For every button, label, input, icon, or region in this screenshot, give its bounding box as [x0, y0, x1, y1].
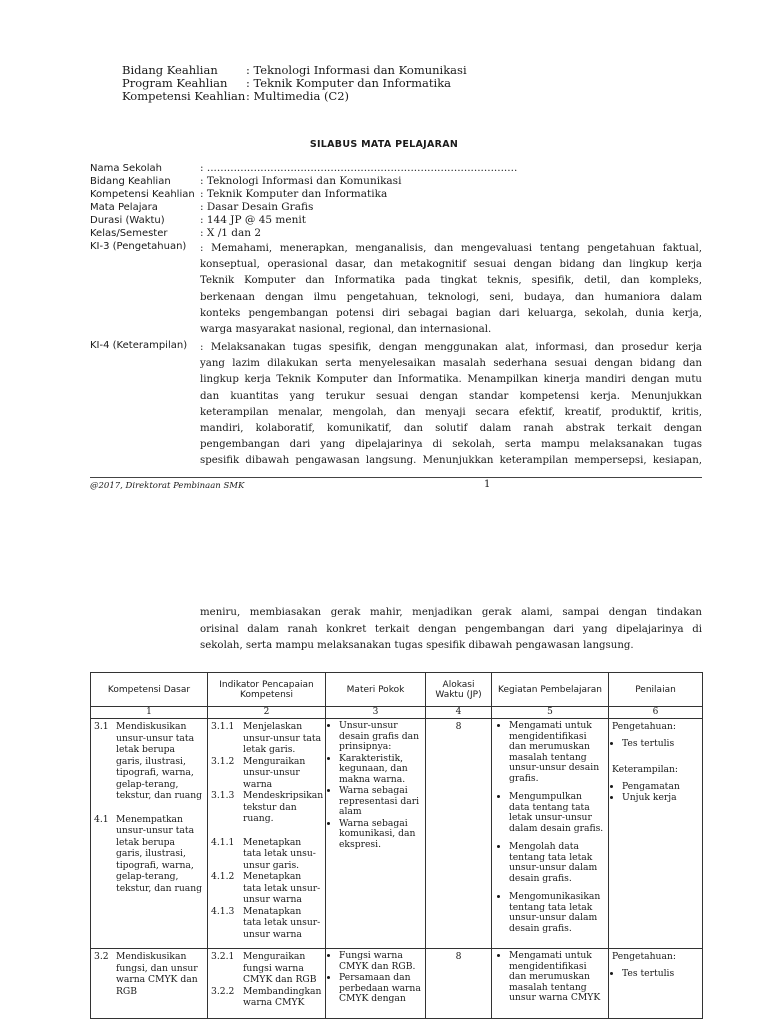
- indicator-item: [211, 756, 322, 791]
- header-value: : Teknik Komputer dan Informatika: [246, 76, 452, 90]
- ki3-line: : Memahami, menerapkan, menganalisis, dan mengevaluasi tentang pengetahuan faktual,: [200, 243, 702, 254]
- header-value: : Teknologi Informasi dan Komunikasi: [246, 63, 467, 77]
- school-info: [90, 162, 702, 240]
- indicator-number: 4.1.3: [211, 905, 235, 917]
- indicator-number: 3.1.2: [211, 755, 235, 767]
- indicator-text: Menguraikan unsur-unsur warna: [243, 755, 306, 790]
- materi-item: • Persamaan dan perbedaan warna CMYK dengan: [339, 973, 422, 1005]
- page-number: 1: [484, 479, 491, 490]
- indicator-text: Mendeskripsikan tekstur dan ruang.: [243, 790, 324, 824]
- materi-item: • Unsur-unsur desain grafis dan prinsipnya:: [339, 721, 422, 753]
- info-row: [90, 227, 702, 240]
- column-number: 1: [91, 707, 208, 719]
- kegiatan-item: • Mengumpulkan data tentang tata letak unsur-unsur dalam desain grafis.: [509, 792, 605, 834]
- info-label: Nama Sekolah: [90, 163, 162, 174]
- kd-text: Menempatkan unsur-unsur tata letak berupa garis, ilustrasi, tipografi, warna, gelap-terang, tekstur, dan ruang: [116, 813, 203, 894]
- info-label: Bidang Keahlian: [90, 176, 171, 187]
- continuation-line: orisinal dalam ranah konkret terkait dengan pengembangan dari yang dipelajarinya di: [200, 623, 702, 635]
- indicator-item: [211, 986, 322, 1009]
- info-row: [90, 188, 702, 201]
- table-row: [91, 949, 703, 1019]
- syllabus-table: [90, 672, 703, 1019]
- ki3-label: KI-3 (Pengetahuan): [90, 241, 187, 252]
- penilaian-item: • Pengamatan: [622, 782, 699, 793]
- ki4-line: mandiri, kolaboratif, komunikatif, dan solutif dalam ranah abstrak terkait dengan: [200, 423, 702, 435]
- alokasi-cell: 8: [426, 719, 492, 949]
- info-value: : Dasar Desain Grafis: [200, 201, 314, 213]
- info-value: : 144 JP @ 45 menit: [200, 214, 306, 226]
- kd-number: 4.1: [94, 813, 109, 825]
- indicator-number: 3.1.3: [211, 790, 235, 801]
- kegiatan-cell: [492, 719, 609, 949]
- ki3-line: konteks pengembangan potensi diri sebagai bagian dari keluarga, sekolah, dunia kerja,: [200, 307, 702, 319]
- indicator-number: 3.2.1: [211, 951, 235, 962]
- kd-number: 3.2: [94, 951, 109, 962]
- info-row: [90, 162, 702, 175]
- column-header: Alokasi Waktu (JP): [426, 673, 492, 707]
- kd-cell: [91, 949, 208, 1019]
- indicator-item: [211, 871, 322, 906]
- header-row: [122, 90, 467, 103]
- ki3-line: konseptual, operasional dasar, dan metakognitif sesuai dengan bidang dan lingkup kerja: [200, 259, 702, 271]
- ki4-line: yang lazim dilakukan serta menyelesaikan masalah sederhana sesuai dengan bidang dan: [200, 358, 702, 370]
- materi-item: • Warna sebagai komunikasi, dan ekspresi.: [339, 819, 422, 851]
- document-title: SILABUS MATA PELAJARAN: [309, 139, 459, 150]
- penilaian-list: [612, 782, 699, 804]
- column-number-row: [91, 707, 703, 719]
- kegiatan-list: [495, 951, 605, 1004]
- info-value: : X /1 dan 2: [200, 227, 262, 239]
- indicator-number: 3.1.1: [211, 721, 235, 732]
- info-value: : .............................................................................................: [200, 162, 518, 174]
- kegiatan-item: • Mengomunikasikan tentang tata letak unsur-unsur dalam desain grafis.: [509, 892, 605, 934]
- kegiatan-item: • Mengamati untuk mengidentifikasi dan merumuskan masalah tentang unsur warna CMYK: [509, 951, 605, 1004]
- ki4-line: lingkup kerja Teknik Komputer dan Informatika. Menampilkan kinerja mandiri dengan mutu: [200, 374, 702, 386]
- ki4-text: [200, 340, 702, 470]
- indicator-text: Menatapkan tata letak unsur-unsur warna: [243, 905, 321, 940]
- indikator-cell: [208, 719, 326, 949]
- column-number: 4: [426, 707, 492, 719]
- indicator-text: Membandingkan warna CMYK: [243, 985, 322, 1008]
- penilaian-heading: Pengetahuan:: [612, 951, 676, 962]
- info-row: [90, 201, 702, 214]
- header-value: : Multimedia (C2): [246, 89, 350, 103]
- column-number: 2: [208, 707, 326, 719]
- column-header: Kompetensi Dasar: [91, 673, 208, 707]
- penilaian-item: • Tes tertulis: [622, 739, 699, 750]
- header-label: Program Keahlian: [122, 76, 228, 90]
- penilaian-item: • Unjuk kerja: [622, 793, 699, 804]
- table-row: [91, 719, 703, 949]
- footer-text: @2017, Direktorat Pembinaan SMK: [90, 481, 245, 491]
- ki3-line: Teknik Komputer dan Informatika pada tingkat teknis, spesifik, detil, dan kompleks,: [200, 275, 702, 287]
- penilaian-heading: Pengetahuan:: [612, 721, 676, 732]
- ki4-line: keterampilan menalar, mengolah, dan menyaji secara efektif, kreatif, produktif, kritis,: [200, 406, 702, 418]
- penilaian-list: [612, 739, 699, 750]
- indicator-number: 4.1.1: [211, 836, 235, 848]
- info-value: : Teknologi Informasi dan Komunikasi: [200, 175, 402, 187]
- penilaian-cell: [609, 719, 703, 949]
- indikator-cell: [208, 949, 326, 1019]
- materi-cell: [326, 719, 426, 949]
- doc-header: [122, 64, 467, 103]
- info-value: : Teknik Komputer dan Informatika: [200, 188, 388, 200]
- info-row: [90, 175, 702, 188]
- info-label: Mata Pelajara: [90, 202, 158, 213]
- ki3-text: [200, 241, 702, 338]
- kegiatan-cell: [492, 949, 609, 1019]
- kegiatan-item: • Mengolah data tentang tata letak unsur-unsur dalam desain grafis.: [509, 842, 605, 884]
- info-row: [90, 214, 702, 227]
- indicator-text: Menetapkan tata letak unsu-unsur garis.: [243, 836, 316, 871]
- info-label: Kelas/Semester: [90, 228, 168, 239]
- indicator-number: 3.2.2: [211, 985, 235, 997]
- column-header: Kegiatan Pembelajaran: [492, 673, 609, 707]
- header-label: Bidang Keahlian: [122, 63, 218, 77]
- indicator-item: [211, 906, 322, 941]
- kegiatan-list: [495, 721, 605, 934]
- ki4-line: spesifik dibawah pengawasan langsung. Menunjukkan keterampilan mempersepsi, kesiapan,: [200, 455, 702, 467]
- ki4-line: : Melaksanakan tugas spesifik, dengan menggunakan alat, informasi, dan prosedur kerja: [200, 342, 702, 353]
- alokasi-cell: 8: [426, 949, 492, 1019]
- column-header: Materi Pokok: [326, 673, 426, 707]
- materi-cell: [326, 949, 426, 1019]
- table-header-row: [91, 673, 703, 707]
- materi-item: • Warna sebagai representasi dari alam: [339, 786, 422, 818]
- kd-cell: [91, 719, 208, 949]
- kd-item: [94, 721, 204, 802]
- column-header: Penilaian: [609, 673, 703, 707]
- indicator-text: Menjelaskan unsur-unsur tata letak garis.: [243, 721, 322, 755]
- materi-item: • Fungsi warna CMYK dan RGB.: [339, 951, 422, 972]
- ki4-line: pengembangan dari yang dipelajarinya di sekolah, serta mampu melaksanakan tugas: [200, 439, 702, 451]
- ki4-continuation: [200, 605, 702, 655]
- penilaian-list: [612, 969, 699, 980]
- column-number: 6: [609, 707, 703, 719]
- indicator-text: Menetapkan tata letak unsur-unsur warna: [243, 871, 321, 905]
- header-label: Kompetensi Keahlian: [122, 89, 246, 103]
- indicator-item: [211, 721, 322, 756]
- ki3-line: berkenaan dengan ilmu pengetahuan, teknologi, seni, budaya, dan humaniora dalam: [200, 291, 702, 303]
- kd-number: 3.1: [94, 721, 109, 732]
- kd-text: Mendiskusikan fungsi, dan unsur warna CMYK dan RGB: [116, 951, 198, 997]
- ki4-line: dan kuantitas yang terukur sesuai dengan standar kompetensi kerja. Menunjukkan: [200, 390, 702, 402]
- penilaian-heading: Keterampilan:: [612, 763, 679, 775]
- indicator-number: 4.1.2: [211, 871, 235, 882]
- kd-item: [94, 951, 204, 997]
- kd-item: [94, 814, 204, 895]
- column-header: Indikator Pencapaian Kompetensi: [208, 673, 326, 707]
- kegiatan-item: • Mengamati untuk mengidentifikasi dan merumuskan masalah tentang unsur-unsur desain grafis.: [509, 721, 605, 784]
- penilaian-cell: [609, 949, 703, 1019]
- indicator-item: [211, 951, 322, 986]
- materi-list: [329, 951, 422, 1005]
- footer-divider: [90, 477, 702, 478]
- continuation-line: sekolah, serta mampu melaksanakan tugas spesifik dibawah pengawasan langsung.: [200, 640, 634, 651]
- penilaian-item: • Tes tertulis: [622, 969, 699, 980]
- indicator-item: [211, 790, 322, 825]
- column-number: 5: [492, 707, 609, 719]
- indicator-item: [211, 837, 322, 872]
- indicator-text: Menguraikan fungsi warna CMYK dan RGB: [243, 951, 317, 985]
- materi-item: • Karakteristik, kegunaan, dan makna warna.: [339, 754, 422, 786]
- materi-list: [329, 721, 422, 850]
- info-label: Kompetensi Keahlian: [90, 189, 195, 200]
- kd-text: Mendiskusikan unsur-unsur tata letak berupa garis, ilustrasi, tipografi, warna, gelap-terang, tekstur, dan ruang: [116, 721, 203, 801]
- continuation-line: meniru, membiasakan gerak mahir, menjadikan gerak alami, sampai dengan tindakan: [200, 607, 702, 618]
- column-number: 3: [326, 707, 426, 719]
- ki4-label: KI-4 (Keterampilan): [90, 340, 188, 351]
- info-label: Durasi (Waktu): [90, 215, 165, 226]
- ki3-line: warga masyarakat nasional, regional, dan internasional.: [200, 324, 492, 336]
